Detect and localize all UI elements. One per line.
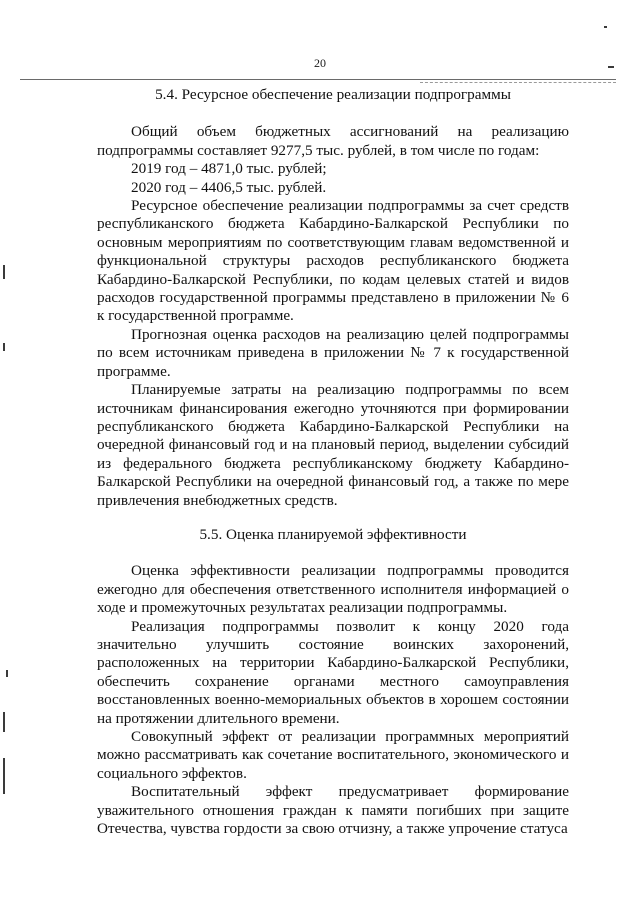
scan-artifact xyxy=(604,26,607,28)
page-number: 20 xyxy=(314,56,326,70)
section-heading-resource-support: 5.4. Ресурсное обеспечение реализации подпрограммы xyxy=(155,86,511,103)
scan-artifact xyxy=(3,343,5,351)
scan-artifact xyxy=(3,712,5,732)
budget-line-2020: 2020 год – 4406,5 тыс. рублей. xyxy=(131,178,327,196)
scan-artifact xyxy=(3,758,5,794)
paragraph-planned-costs: Планируемые затраты на реализацию подпрограммы по всем источникам финансирования ежегодно уточняются при формировании республиканского бюджета Кабардино-Балкарской Республики на очередной финансовый год и на плановый период, выделении субсидий из федерального бюджета республиканскому бюджету Кабардино-Балкарской Республики на очередной финансовый год, а также по мере привлечения внебюджетных средств. xyxy=(97,381,569,509)
document-body xyxy=(97,84,569,838)
paragraph-forecast-estimate: Прогнозная оценка расходов на реализацию целей подпрограммы по всем источникам приведена в приложении № 7 к государственной программе. xyxy=(97,325,569,380)
header-rule-secondary xyxy=(420,82,616,83)
paragraph-educational-effect: Воспитательный эффект предусматривает формирование уважительного отношения граждан к памяти погибших при защите Отечества, чувства гордости за свою отчизну, а также упрочение статуса xyxy=(97,783,569,838)
paragraph-combined-effect: Совокупный эффект от реализации программных мероприятий можно рассматривать как сочетание воспитательного, экономического и социального эффектов. xyxy=(97,728,569,782)
section-heading-efficiency: 5.5. Оценка планируемой эффективности xyxy=(199,525,467,543)
scan-artifact xyxy=(608,66,614,68)
header-rule xyxy=(20,79,616,80)
paragraph-budget-total: Общий объем бюджетных ассигнований на реализацию подпрограммы составляет 9277,5 тыс. рублей, в том числе по годам: xyxy=(97,123,569,159)
paragraph-efficiency-assessment: Оценка эффективности реализации подпрограммы проводится ежегодно для обеспечения ответственного исполнителя информацией о ходе и промежуточных результатах реализации подпрограммы. xyxy=(97,562,569,617)
paragraph-implementation-result: Реализация подпрограммы позволит к концу 2020 года значительно улучшить состояние воинских захоронений, расположенных на территории Кабардино-Балкарской Республики, обеспечить сохранение органами местного самоуправления восстановленных военно-мемориальных объектов в хорошем состоянии на протяжении длительного времени. xyxy=(97,617,569,727)
paragraph-resource-support: Ресурсное обеспечение реализации подпрограммы за счет средств республиканского бюджета Кабардино-Балкарской Республики по основным мероприятиям по соответствующим главам ведомственной и функциональной структуры расходов республиканского бюджета Кабардино-Балкарской Республики, по кодам целевых статей и видов расходов государственной программы представлено в приложении № 6 к государственной программе. xyxy=(97,197,569,325)
scan-artifact xyxy=(3,265,5,279)
scan-artifact xyxy=(6,670,8,677)
budget-line-2019: 2019 год – 4871,0 тыс. рублей; xyxy=(131,160,327,178)
